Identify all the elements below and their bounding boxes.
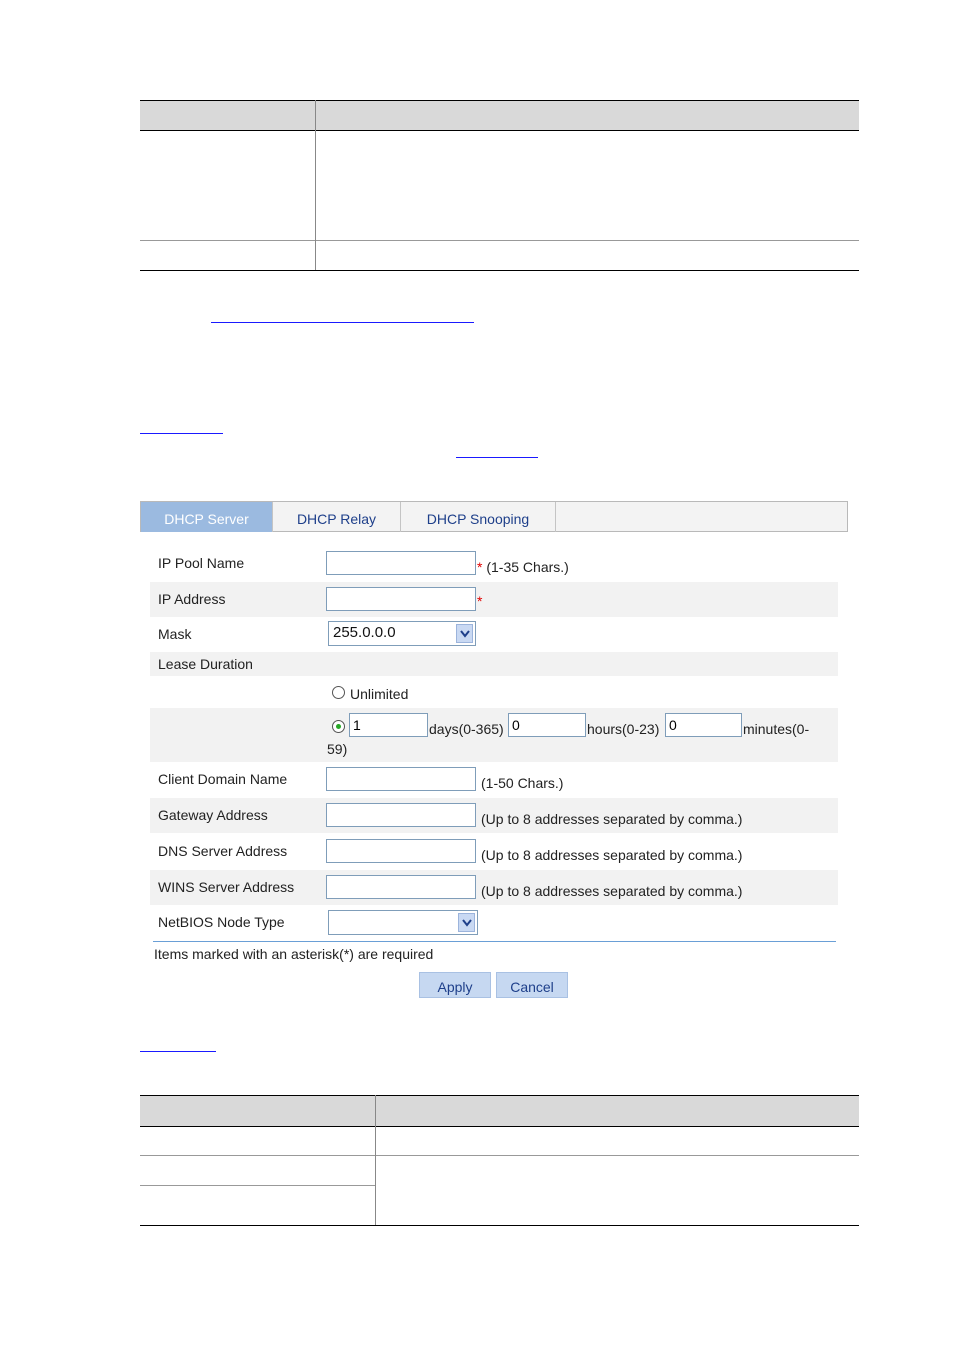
table-row-divider xyxy=(140,1155,859,1156)
required-note: Items marked with an asterisk(*) are required xyxy=(154,946,434,962)
table-column-divider xyxy=(375,1095,376,1225)
netbios-node-type-select[interactable] xyxy=(328,910,478,935)
table-rule xyxy=(140,130,859,131)
tab-dhcp-server[interactable]: DHCP Server xyxy=(141,502,273,532)
chevron-down-icon[interactable] xyxy=(458,913,475,932)
lease-hours-input[interactable] xyxy=(508,713,586,737)
lease-days-input[interactable] xyxy=(349,713,428,737)
apply-button[interactable]: Apply xyxy=(419,972,491,998)
gateway-address-hint: (Up to 8 addresses separated by comma.) xyxy=(481,811,743,827)
tab-dhcp-relay[interactable]: DHCP Relay xyxy=(273,502,401,532)
client-domain-name-label: Client Domain Name xyxy=(158,771,288,787)
lease-minutes-label: minutes(0- xyxy=(743,721,810,737)
top-table-header xyxy=(140,100,859,130)
hyperlink-underline[interactable] xyxy=(456,457,538,458)
ip-pool-name-hint-text: (1-35 Chars.) xyxy=(486,559,569,575)
client-domain-name-input[interactable] xyxy=(326,767,476,791)
required-asterisk: * xyxy=(477,559,483,575)
mask-select[interactable] xyxy=(328,621,476,646)
wins-server-address-hint: (Up to 8 addresses separated by comma.) xyxy=(481,883,743,899)
wins-server-address-label: WINS Server Address xyxy=(158,879,295,895)
chevron-down-icon[interactable] xyxy=(456,624,473,643)
hyperlink-underline[interactable] xyxy=(140,433,223,434)
bottom-table-header xyxy=(140,1095,859,1126)
cancel-button[interactable]: Cancel xyxy=(496,972,568,998)
table-rule xyxy=(140,270,859,271)
mask-value: 255.0.0.0 xyxy=(333,624,396,641)
ip-address-label: IP Address xyxy=(158,591,226,607)
ip-address-row xyxy=(150,582,838,617)
unlimited-radio[interactable] xyxy=(332,686,345,699)
table-rule xyxy=(140,1126,859,1127)
client-domain-name-hint: (1-50 Chars.) xyxy=(481,775,564,791)
tab-dhcp-snooping[interactable]: DHCP Snooping xyxy=(401,502,556,532)
dns-server-address-input[interactable] xyxy=(326,839,476,863)
dns-server-address-label: DNS Server Address xyxy=(158,843,288,859)
form-separator xyxy=(153,941,836,942)
table-row-divider xyxy=(140,1185,375,1186)
table-rule xyxy=(140,100,859,101)
lease-minutes-input[interactable] xyxy=(665,713,742,737)
gateway-address-label: Gateway Address xyxy=(158,807,268,823)
table-rule xyxy=(140,1225,859,1226)
lease-days-label: days(0-365) xyxy=(429,721,504,737)
hyperlink-underline[interactable] xyxy=(211,322,474,323)
ip-pool-name-hint xyxy=(477,559,569,575)
tab-bar xyxy=(140,501,848,532)
gateway-address-input[interactable] xyxy=(326,803,476,827)
lease-duration-row xyxy=(150,652,838,676)
table-row-divider xyxy=(140,240,859,241)
dns-server-address-hint: (Up to 8 addresses separated by comma.) xyxy=(481,847,743,863)
ip-pool-name-label: IP Pool Name xyxy=(158,555,245,571)
netbios-node-type-label: NetBIOS Node Type xyxy=(158,914,285,930)
required-asterisk: * xyxy=(477,593,483,609)
custom-duration-radio[interactable] xyxy=(332,720,345,733)
lease-minutes-label-cont: 59) xyxy=(327,741,348,757)
ip-address-input[interactable] xyxy=(326,587,476,611)
table-rule xyxy=(140,1095,859,1096)
mask-label: Mask xyxy=(158,626,192,642)
unlimited-label: Unlimited xyxy=(350,686,409,702)
lease-hours-label: hours(0-23) xyxy=(587,721,660,737)
ip-pool-name-input[interactable] xyxy=(326,551,476,575)
wins-server-address-input[interactable] xyxy=(326,875,476,899)
hyperlink-underline[interactable] xyxy=(140,1051,216,1052)
lease-duration-label: Lease Duration xyxy=(158,656,253,672)
table-column-divider xyxy=(315,100,316,270)
